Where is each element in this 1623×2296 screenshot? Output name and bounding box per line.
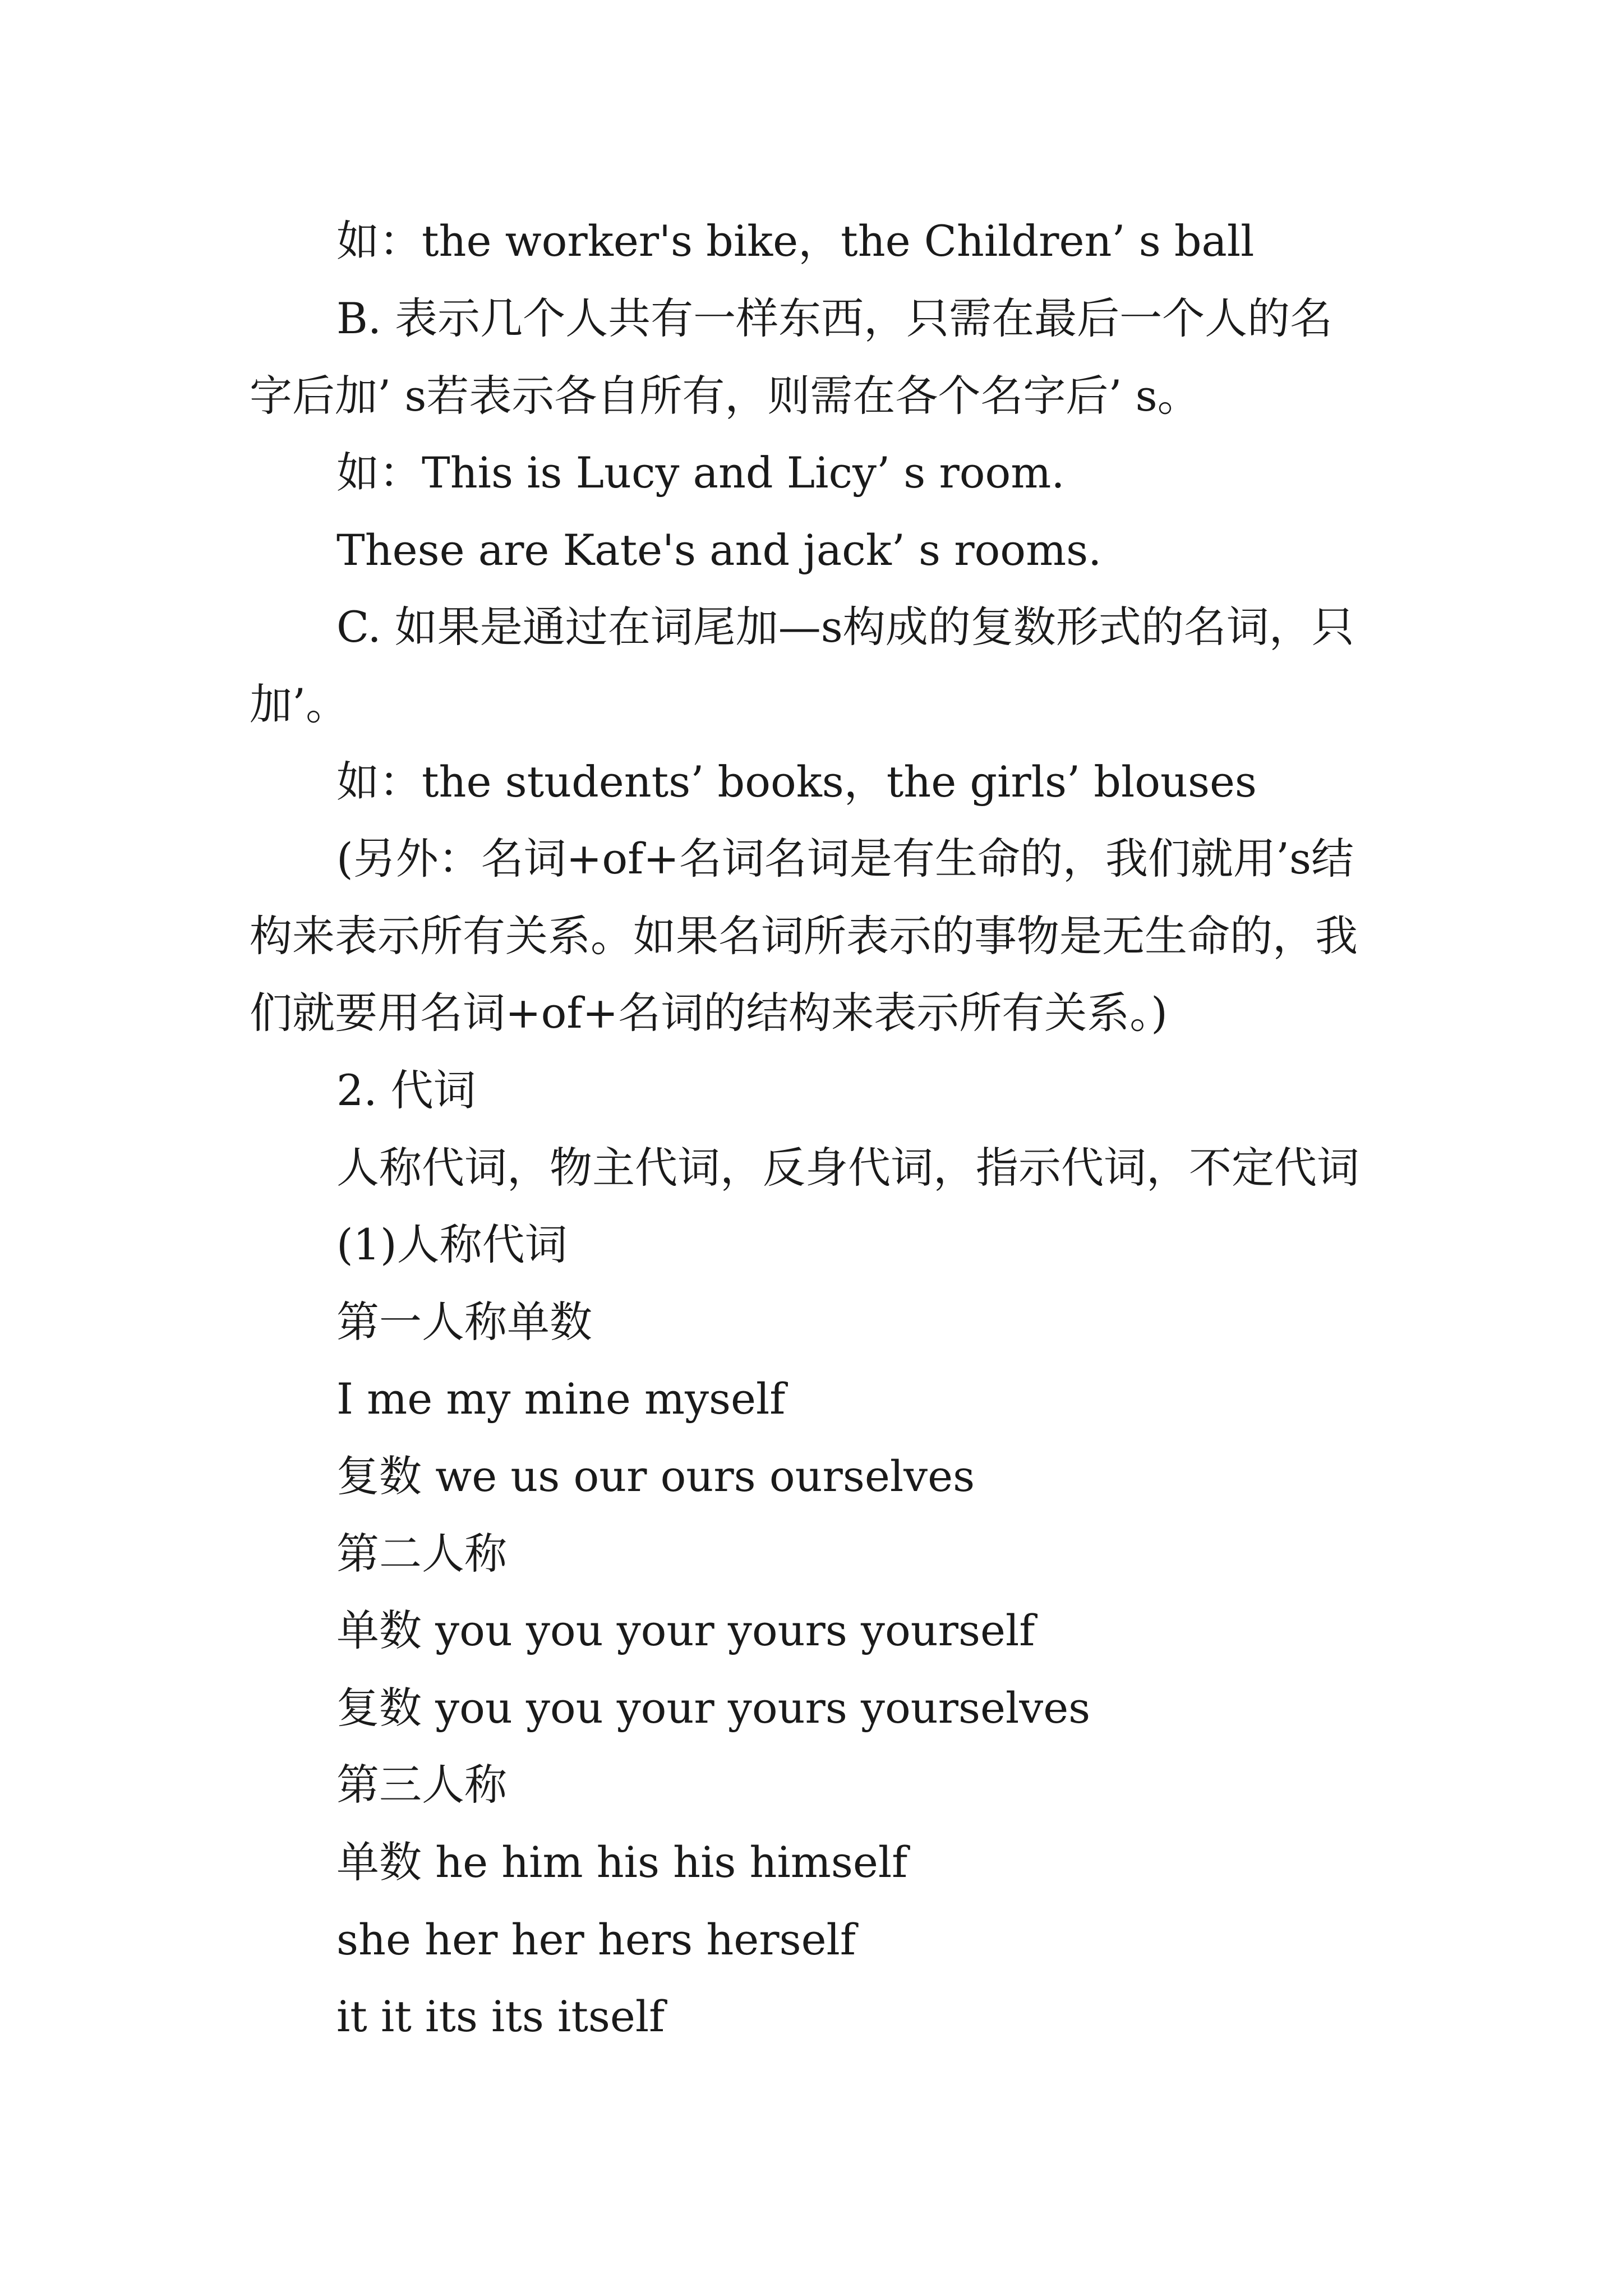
note-line-2: 构来表示所有关系。如果名词所表示的事物是无生命的，我	[250, 911, 1358, 961]
pronoun-types-line: 人称代词，物主代词，反身代词，指示代词，不定代词	[336, 1143, 1359, 1193]
example-line-separate: These are Kate's and jack’ s rooms.	[336, 525, 1102, 575]
third-person-label: 第三人称	[336, 1760, 507, 1810]
rule-c-line-2: 加’。	[250, 679, 349, 729]
first-person-singular-forms: I me my mine myself	[336, 1374, 786, 1424]
subheading-personal-pronouns: (1)人称代词	[336, 1220, 568, 1269]
note-line-3: 们就要用名词+of+名词的结构来表示所有关系。)	[250, 988, 1168, 1038]
rule-c-line-1: C. 如果是通过在词尾加—s构成的复数形式的名词，只	[336, 602, 1354, 652]
note-line-1: (另外：名词+of+名词名词是有生命的，我们就用’s结	[336, 834, 1354, 884]
rule-b-line-1: B. 表示几个人共有一样东西，只需在最后一个人的名	[336, 293, 1333, 343]
third-person-she-forms: she her her hers herself	[336, 1915, 856, 1964]
second-person-label: 第二人称	[336, 1529, 507, 1579]
section-heading-pronouns: 2. 代词	[336, 1065, 476, 1115]
example-line-plural: 如：the students’ books，the girls’ blouses	[336, 757, 1257, 807]
third-person-he-forms: 单数 he him his his himself	[336, 1837, 908, 1887]
example-line-shared: 如：This is Lucy and Licy’ s room.	[336, 448, 1065, 498]
second-person-plural-forms: 复数 you you your yours yourselves	[336, 1683, 1091, 1733]
rule-b-line-2: 字后加’ s若表示各自所有，则需在各个名字后’ s。	[250, 371, 1200, 421]
first-person-plural-forms: 复数 we us our ours ourselves	[336, 1451, 975, 1501]
second-person-singular-forms: 单数 you you your yours yourself	[336, 1605, 1035, 1655]
third-person-it-forms: it it its its itself	[336, 1991, 665, 2041]
first-person-singular-label: 第一人称单数	[336, 1297, 592, 1347]
example-line-possessive: 如：the worker's bike，the Children’ s ball	[336, 216, 1255, 266]
